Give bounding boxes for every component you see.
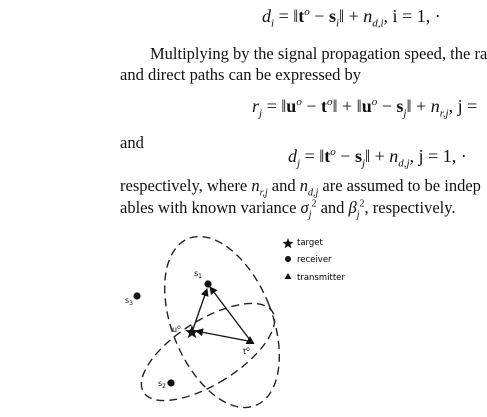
ables-and: and <box>316 198 349 217</box>
receiver-s1-dot <box>204 280 211 287</box>
paragraph-line-2: and direct paths can be expressed by <box>120 65 361 84</box>
arrow-to-uo <box>196 331 248 341</box>
eq2-n-sub: r,j <box>439 107 449 120</box>
arrow-uo-to-s1 <box>192 289 207 332</box>
receiver-s3-dot <box>133 292 140 299</box>
eq2-t: t <box>320 96 327 116</box>
ellipse-s2 <box>127 285 290 417</box>
label-uo: $u^o$ <box>172 324 181 334</box>
eq1-t: t <box>298 6 305 26</box>
eq2-u2: u <box>361 96 372 116</box>
eq1-lhs: d <box>262 6 271 26</box>
eq2-u2-sup: o <box>371 96 378 108</box>
resp-pre: respectively, where <box>120 176 252 195</box>
resp-n2-sub: d,j <box>307 187 319 199</box>
resp-n1-sub: r,j <box>259 187 268 199</box>
eq2-minus1: − <box>301 96 321 116</box>
eq3-t-sup: o <box>330 146 336 158</box>
legend-dot-icon <box>285 256 291 262</box>
beta-sup: 2 <box>359 198 365 210</box>
eq3-s: s <box>354 146 362 166</box>
eq1-s-sub: i <box>335 17 340 30</box>
eq2-s-sub: j <box>403 107 407 120</box>
eq1-tail: , i = 1, · <box>383 6 441 26</box>
legend-target: target <box>297 238 323 248</box>
eq3-s-sub: j <box>361 157 366 170</box>
receiver-s2-dot <box>167 379 174 386</box>
legend-receiver: receiver <box>297 255 332 265</box>
eq2-t-sup: o <box>326 96 333 108</box>
paragraph-line-1: Multiplying by the signal propagation speed, the ra <box>150 44 487 63</box>
beta-sub: j <box>356 209 360 221</box>
eq3-eq: = ‖ <box>300 146 325 166</box>
eq1-lhs-sub: i <box>271 17 275 30</box>
eq2-eq: = ‖ <box>262 96 287 116</box>
eq2-minus2: − <box>377 96 397 116</box>
legend-transmitter: transmitter <box>297 273 345 283</box>
eq3-n: n <box>389 146 399 166</box>
eq3-n-sub: d,j <box>398 157 410 170</box>
arrow-to-s1 <box>210 287 250 340</box>
eq2-close: ‖ + <box>406 96 431 116</box>
label-s2: $s_2$ <box>158 379 166 390</box>
label-s3: $s_3$ <box>125 296 133 307</box>
eq2-u1-sup: o <box>296 96 302 108</box>
eq1-close: ‖ + <box>339 6 364 26</box>
ables-pre: ables with known variance <box>120 198 301 217</box>
eq1-t-sup: o <box>304 6 310 18</box>
resp-n2: n <box>299 176 308 195</box>
eq1-eq: = ‖ <box>274 6 299 26</box>
figure-legend <box>283 238 346 283</box>
eq3-minus: − <box>335 146 355 166</box>
eq3-lhs-sub: j <box>297 157 301 170</box>
eq2-u1: u <box>286 96 297 116</box>
legend-triangle-icon <box>285 273 292 279</box>
label-to: $t^o$ <box>243 346 250 356</box>
eq2-s: s <box>396 96 404 116</box>
ables-post: , respectively. <box>364 198 456 217</box>
and-word: and <box>120 133 144 152</box>
sigma-sub: j <box>308 209 312 221</box>
resp-post: are assumed to be indep <box>318 176 481 195</box>
legend-star-icon <box>283 238 294 248</box>
eq1-s: s <box>328 6 336 26</box>
resp-n1: n <box>251 176 260 195</box>
eq3-close: ‖ + <box>365 146 390 166</box>
eq3-lhs: d <box>288 146 297 166</box>
eq2-tail: , j = <box>448 96 478 116</box>
transmitter-triangle-to <box>246 336 255 344</box>
label-s1: $s_1$ <box>194 269 202 280</box>
eq1-n-sub: d,i <box>372 17 384 30</box>
eq3-t: t <box>324 146 331 166</box>
beta-symbol: β <box>348 198 357 217</box>
sigma-sup: 2 <box>311 198 317 210</box>
eq2-mid: ‖ + ‖ <box>332 96 362 116</box>
resp-mid1: and <box>267 176 300 195</box>
eq3-tail: , j = 1, · <box>409 146 467 166</box>
eq1-n: n <box>363 6 373 26</box>
eq2-lhs: r <box>252 96 260 116</box>
eq1-minus: − <box>309 6 329 26</box>
sigma-symbol: σ <box>300 198 309 217</box>
eq2-n: n <box>430 96 440 116</box>
eq2-lhs-sub: j <box>259 107 263 120</box>
